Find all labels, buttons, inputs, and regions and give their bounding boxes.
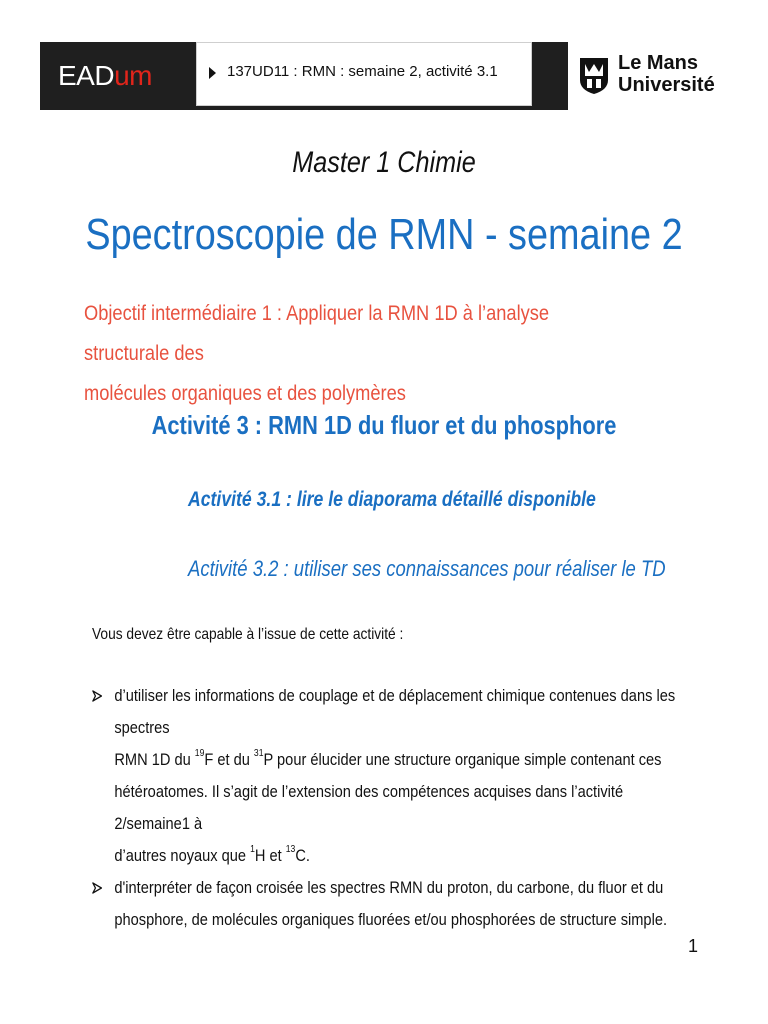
superscript-1: 1 <box>250 844 255 856</box>
bullet-2-line-2: phosphore, de molécules organiques fluorées et/ou phosphorées de structure simple. <box>114 910 668 929</box>
header-bar <box>40 42 726 110</box>
page-number: 1 <box>687 936 698 956</box>
university-name-line2: Université <box>618 74 715 96</box>
objectives-list <box>92 680 694 936</box>
intro-text: Vous devez être capable à l’issue de cette activité : <box>92 626 404 643</box>
list-item <box>92 872 694 936</box>
bullet-1-text-f: C. <box>295 846 310 865</box>
list-item <box>92 680 694 872</box>
play-arrow-icon <box>209 67 216 79</box>
objective <box>84 294 623 414</box>
breadcrumb[interactable] <box>196 42 532 106</box>
university-name <box>618 52 715 96</box>
eadum-logo-accent: um <box>114 60 152 91</box>
eadum-logo-main: EAD <box>58 60 115 91</box>
bullet-1-line-2 <box>114 744 694 776</box>
activity-3-2: Activité 3.2 : utiliser ses connaissances pour réaliser le TD <box>188 556 666 581</box>
university-crest-icon <box>578 56 610 96</box>
bullet-1-text-b: F et du <box>204 750 254 769</box>
page-title: Spectroscopie de RMN - semaine 2 <box>85 210 683 259</box>
superscript-13: 13 <box>285 844 296 856</box>
activity-heading: Activité 3 : RMN 1D du fluor et du phosphore <box>151 410 617 440</box>
breadcrumb-text: 137UD11 : RMN : semaine 2, activité 3.1 <box>227 63 498 80</box>
superscript-31: 31 <box>253 748 264 760</box>
bullet-2-line-1: d'interpréter de façon croisée les spectres RMN du proton, du carbone, du fluor et du <box>114 878 664 897</box>
objective-line-1: Objectif intermédiaire 1 : Appliquer la RMN 1D à l’analyse structurale des <box>84 302 550 365</box>
objective-line-2: molécules organiques et des polymères <box>84 382 406 405</box>
bullet-1-line-3: hétéroatomes. Il s’agit de l’extension des compétences acquises dans l’activité 2/semaine1 à <box>114 782 624 833</box>
arrow-bullet-icon <box>92 690 102 702</box>
course-subtitle: Master 1 Chimie <box>292 146 476 179</box>
bullet-1-text-d: d’autres noyaux que <box>114 846 251 865</box>
superscript-19: 19 <box>194 748 205 760</box>
university-name-line1: Le Mans <box>618 52 699 74</box>
le-mans-universite-logo <box>568 42 726 110</box>
bullet-1-line-1: d’utiliser les informations de couplage et de déplacement chimique contenues dans les spectres <box>114 686 676 737</box>
activity-3-1: Activité 3.1 : lire le diaporama détaillé disponible <box>188 488 596 511</box>
arrow-bullet-icon <box>92 882 102 894</box>
eadum-logo <box>58 62 152 90</box>
bullet-1-text-c: P pour élucider une structure organique simple contenant ces <box>263 750 662 769</box>
bullet-1-line-4 <box>114 840 694 872</box>
bullet-1-text-a: RMN 1D du <box>114 750 195 769</box>
bullet-1-text-e: H et <box>254 846 286 865</box>
